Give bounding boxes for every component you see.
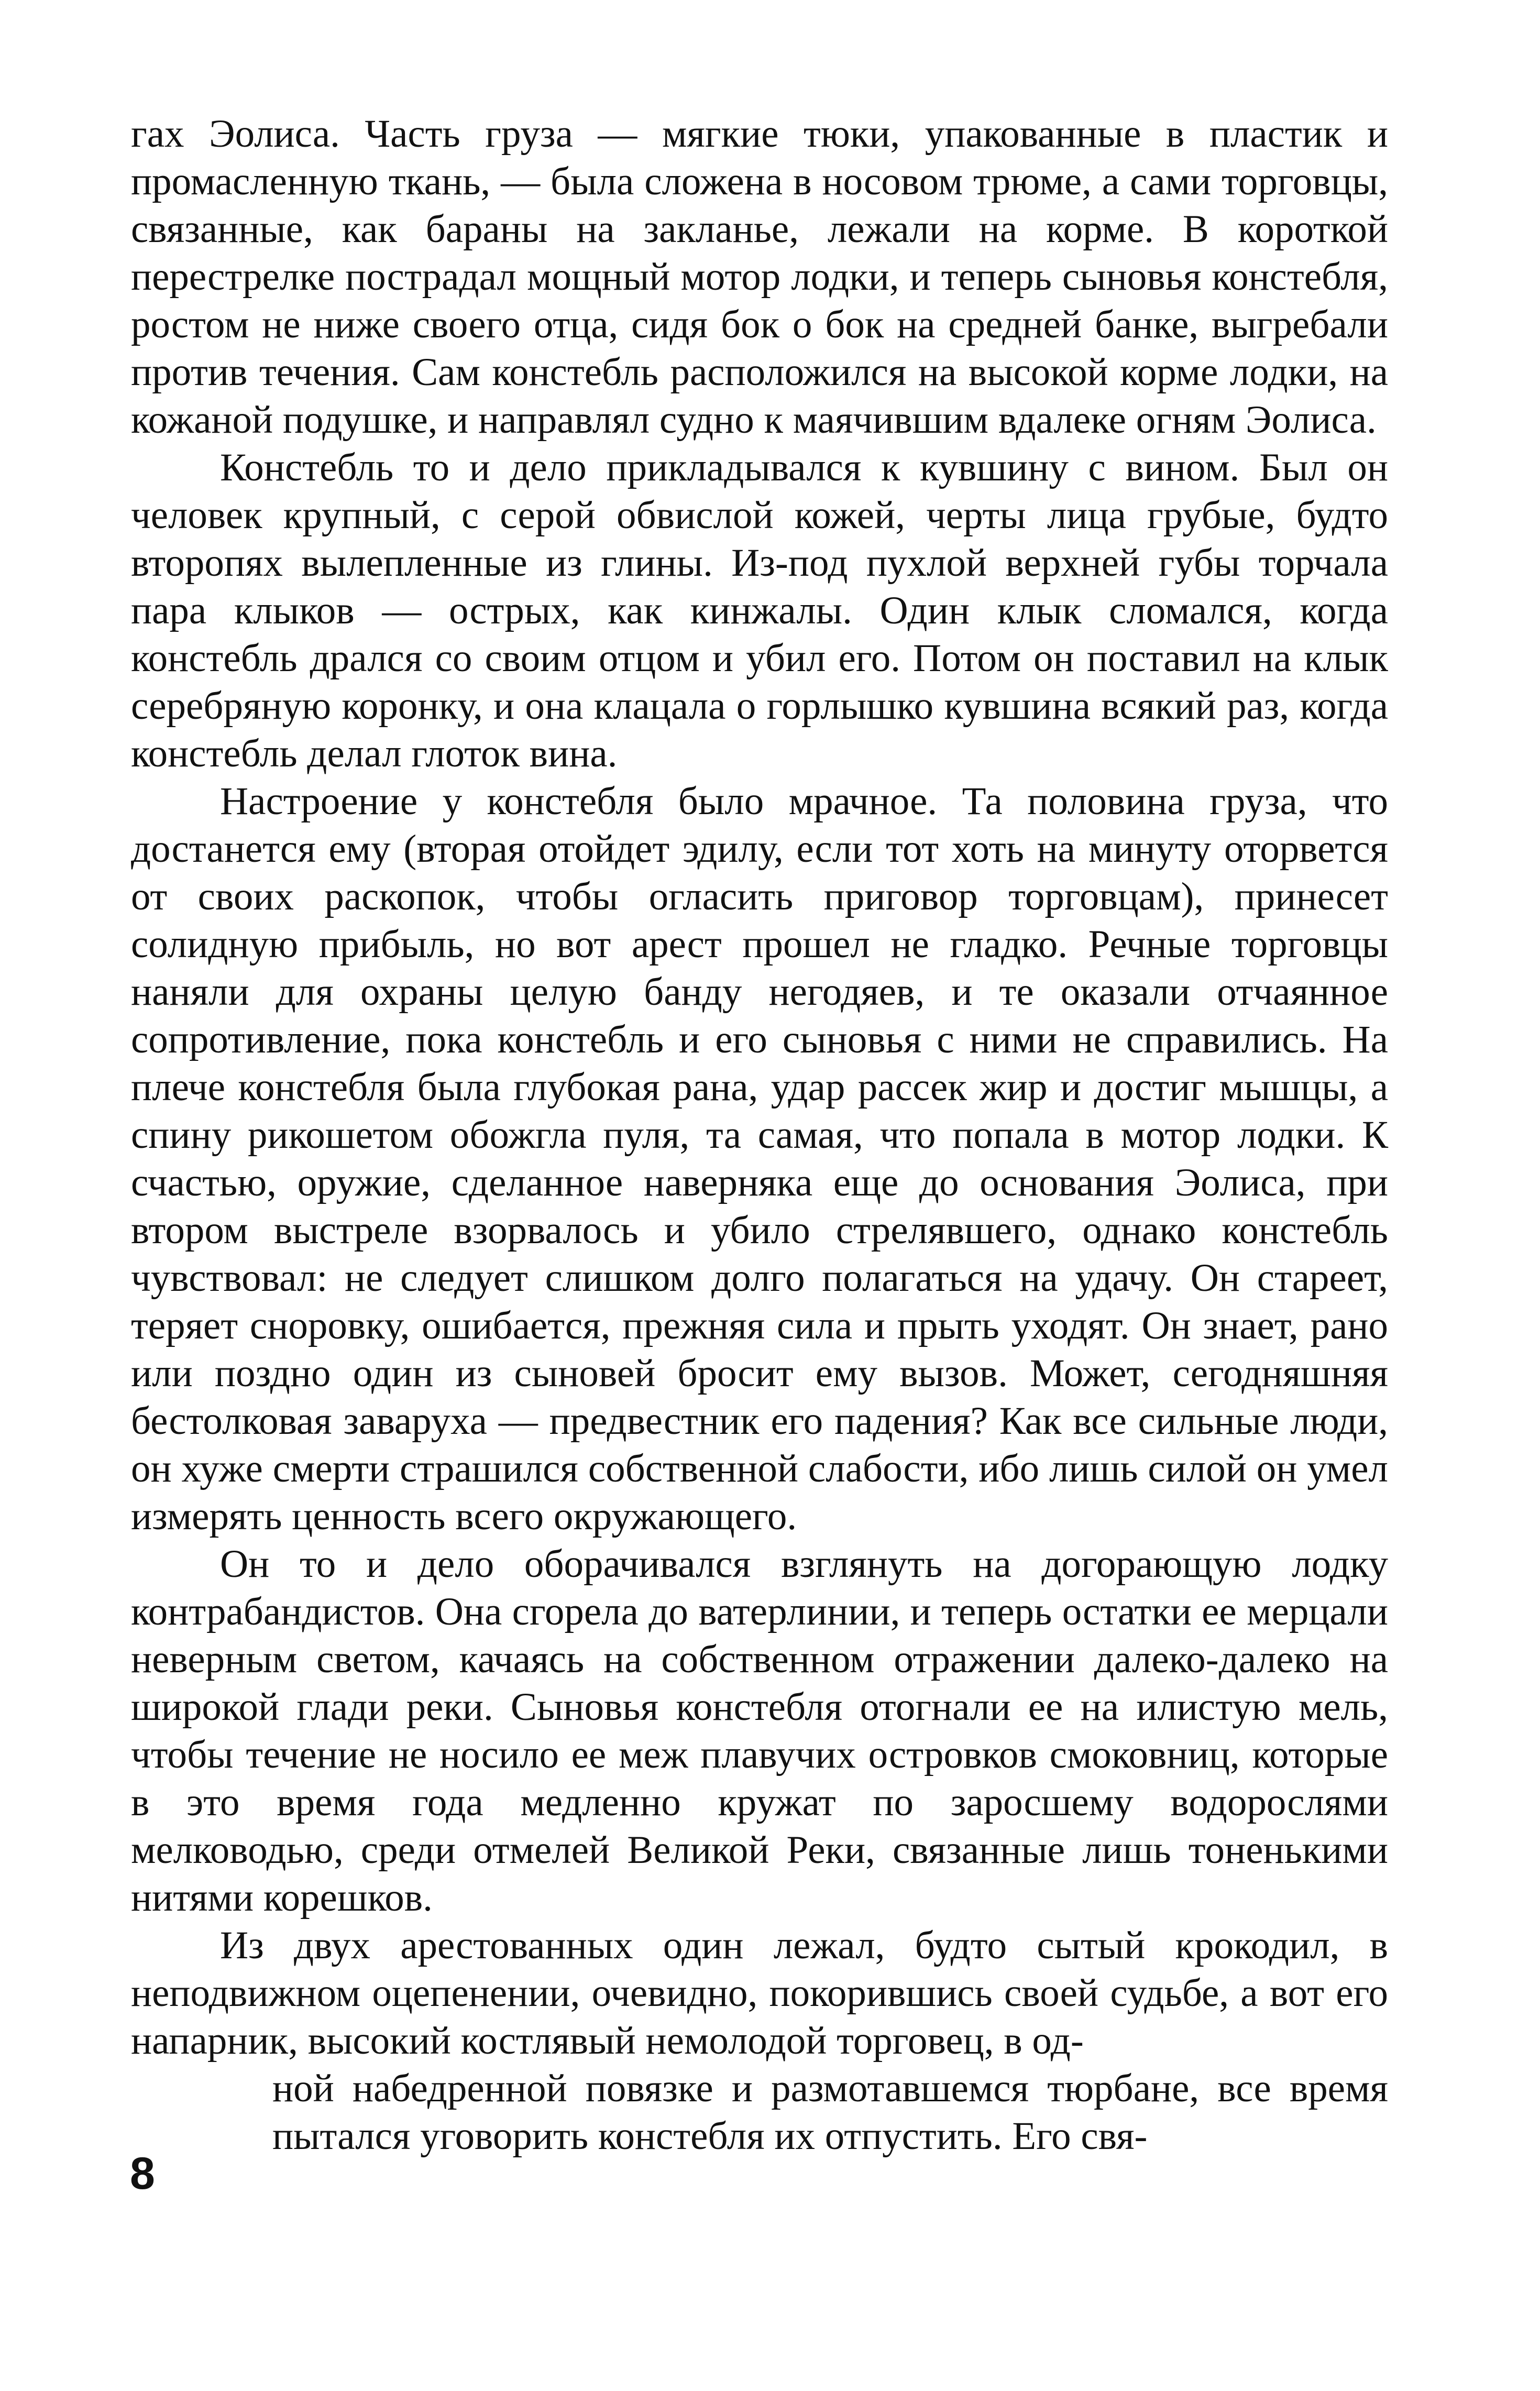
paragraph: ной набедренной повязке и размотавшемся тюрбане, все время пытался уговорить констебля их отпустить. Его свя-: [272, 2067, 1388, 2158]
body-text: [131, 110, 1388, 2160]
paragraph: гах Эолиса. Часть груза — мягкие тюки, упакованные в пластик и промасленную ткань, — была сложена в носовом трюме, а сами торговцы, связанные, как бараны на закланье, лежали на корме. В короткой перестрелке пострадал мощный мотор лодки, и теперь сыновья констебля, ростом не ниже своего отца, сидя бок о бок на средней банке, выгребали против течения. Сам констебль расположился на высокой корме лодки, на кожаной подушке, и направлял судно к маячившим вдалеке огням Эолиса.: [131, 112, 1388, 442]
paragraph: Из двух арестованных один лежал, будто сытый крокодил, в неподвижном оцепенении, очевидно, покорившись своей судьбе, а вот его напарник, высокий костлявый немолодой торговец, в од-: [131, 1924, 1388, 2063]
paragraph: Констебль то и дело прикладывался к кувшину с вином. Был он человек крупный, с серой обвислой кожей, черты лица грубые, будто второпях вылепленные из глины. Из-под пухлой верхней губы торчала пара клыков — острых, как кинжалы. Один клык сломался, когда констебль дрался со своим отцом и убил его. Потом он поставил на клык серебряную коронку, и она клацала о горлышко кувшина всякий раз, когда констебль делал глоток вина.: [131, 446, 1388, 775]
paragraph: Он то и дело оборачивался взглянуть на догорающую лодку контрабандистов. Она сгорела до ватерлинии, и теперь остатки ее мерцали неверным светом, качаясь на собственном отражении далеко-далеко на широкой глади реки. Сыновья констебля отогнали ее на илистую мель, чтобы течение не носило ее меж плавучих островков смоковниц, которые в это время года медленно кружат по заросшему водорослями мелководью, среди отмелей Великой Реки, связанные лишь тоненькими нитями корешков.: [131, 1542, 1388, 1920]
page-number: 8: [130, 2148, 155, 2199]
paragraph: Настроение у констебля было мрачное. Та половина груза, что достанется ему (вторая отойдет эдилу, если тот хоть на минуту оторвется от своих раскопок, чтобы огласить приговор торговцам), принесет солидную прибыль, но вот арест прошел не гладко. Речные торговцы наняли для охраны целую банду негодяев, и те оказали отчаянное сопротивление, пока констебль и его сыновья с ними не справились. На плече констебля была глубокая рана, удар рассек жир и достиг мышцы, а спину рикошетом обожгла пуля, та самая, что попала в мотор лодки. К счастью, оружие, сделанное наверняка еще до основания Эолиса, при втором выстреле взорвалось и убило стрелявшего, однако констебль чувствовал: не следует слишком долго полагаться на удачу. Он стареет, теряет сноровку, ошибается, прежняя сила и прыть уходят. Он знает, рано или поздно один из сыновей бросит ему вызов. Может, сегодняшняя бестолковая заваруха — предвестник его падения? Как все сильные люди, он хуже смерти страшился собственной слабости, ибо лишь силой он умел измерять ценность всего окружающего.: [131, 780, 1388, 1538]
